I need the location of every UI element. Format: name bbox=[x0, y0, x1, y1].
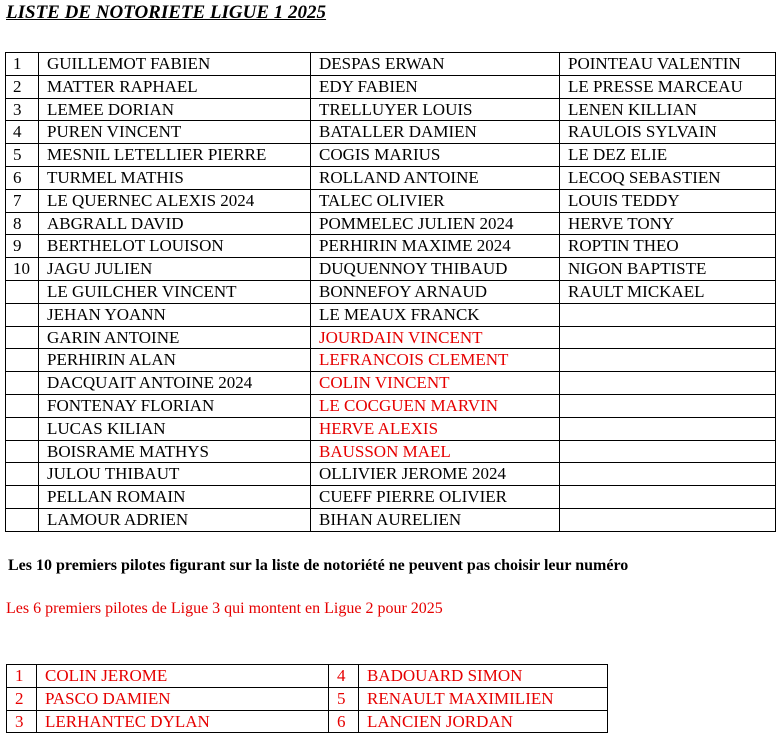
driver-name: OLLIVIER JEROME 2024 bbox=[311, 463, 560, 486]
table-row bbox=[6, 508, 776, 531]
ligue3-table bbox=[6, 664, 608, 733]
row-number bbox=[6, 440, 39, 463]
row-number: 6 bbox=[329, 710, 359, 733]
driver-name: LOUIS TEDDY bbox=[560, 189, 776, 212]
driver-name: LEMEE DORIAN bbox=[39, 98, 311, 121]
row-number: 9 bbox=[6, 235, 39, 258]
driver-name: BADOUARD SIMON bbox=[359, 665, 608, 688]
driver-name: LEFRANCOIS CLEMENT bbox=[311, 349, 560, 372]
row-number bbox=[6, 463, 39, 486]
driver-name: PERHIRIN MAXIME 2024 bbox=[311, 235, 560, 258]
driver-name: EDY FABIEN bbox=[311, 75, 560, 98]
driver-name: LE PRESSE MARCEAU bbox=[560, 75, 776, 98]
table-row bbox=[7, 710, 608, 733]
table-row bbox=[6, 486, 776, 509]
ligue3-table-body bbox=[7, 665, 608, 733]
driver-name: CUEFF PIERRE OLIVIER bbox=[311, 486, 560, 509]
row-number bbox=[6, 508, 39, 531]
driver-name: LERHANTEC DYLAN bbox=[37, 710, 329, 733]
driver-name bbox=[560, 440, 776, 463]
driver-name bbox=[560, 349, 776, 372]
driver-name: LE DEZ ELIE bbox=[560, 144, 776, 167]
driver-name: HERVE TONY bbox=[560, 212, 776, 235]
driver-name: LECOQ SEBASTIEN bbox=[560, 166, 776, 189]
driver-name: PELLAN ROMAIN bbox=[39, 486, 311, 509]
driver-name: TURMEL MATHIS bbox=[39, 166, 311, 189]
table-row bbox=[7, 665, 608, 688]
driver-name bbox=[560, 394, 776, 417]
table-row bbox=[6, 326, 776, 349]
driver-name bbox=[560, 303, 776, 326]
row-number: 3 bbox=[7, 710, 37, 733]
row-number bbox=[6, 372, 39, 395]
driver-name: LENEN KILLIAN bbox=[560, 98, 776, 121]
row-number: 4 bbox=[6, 121, 39, 144]
driver-name: LE MEAUX FRANCK bbox=[311, 303, 560, 326]
driver-name: DACQUAIT ANTOINE 2024 bbox=[39, 372, 311, 395]
row-number bbox=[6, 417, 39, 440]
driver-name: BOISRAME MATHYS bbox=[39, 440, 311, 463]
driver-name: DESPAS ERWAN bbox=[311, 53, 560, 76]
note-ligue3: Les 6 premiers pilotes de Ligue 3 qui montent en Ligue 2 pour 2025 bbox=[6, 600, 443, 617]
row-number: 5 bbox=[6, 144, 39, 167]
driver-name: RAULT MICKAEL bbox=[560, 280, 776, 303]
driver-name: BERTHELOT LOUISON bbox=[39, 235, 311, 258]
driver-name: NIGON BAPTISTE bbox=[560, 258, 776, 281]
row-number: 1 bbox=[6, 53, 39, 76]
table-row bbox=[6, 121, 776, 144]
driver-name: COGIS MARIUS bbox=[311, 144, 560, 167]
driver-name: LE QUERNEC ALEXIS 2024 bbox=[39, 189, 311, 212]
note-first-ten: Les 10 premiers pilotes figurant sur la liste de notoriété ne peuvent pas choisir leur numéro bbox=[8, 557, 629, 574]
row-number bbox=[6, 486, 39, 509]
driver-name: RAULOIS SYLVAIN bbox=[560, 121, 776, 144]
table-row bbox=[6, 303, 776, 326]
table-row bbox=[6, 372, 776, 395]
driver-name: TALEC OLIVIER bbox=[311, 189, 560, 212]
driver-name: LAMOUR ADRIEN bbox=[39, 508, 311, 531]
row-number: 5 bbox=[329, 687, 359, 710]
table-row bbox=[6, 349, 776, 372]
table-row bbox=[6, 258, 776, 281]
driver-name: PUREN VINCENT bbox=[39, 121, 311, 144]
row-number: 3 bbox=[6, 98, 39, 121]
driver-name: JEHAN YOANN bbox=[39, 303, 311, 326]
row-number bbox=[6, 326, 39, 349]
driver-name: JAGU JULIEN bbox=[39, 258, 311, 281]
driver-name: GARIN ANTOINE bbox=[39, 326, 311, 349]
driver-name: LUCAS KILIAN bbox=[39, 417, 311, 440]
driver-name: COLIN VINCENT bbox=[311, 372, 560, 395]
table-row bbox=[6, 75, 776, 98]
driver-name: LE GUILCHER VINCENT bbox=[39, 280, 311, 303]
driver-name: BIHAN AURELIEN bbox=[311, 508, 560, 531]
notoriety-table bbox=[5, 52, 776, 532]
table-row bbox=[6, 212, 776, 235]
driver-name: ABGRALL DAVID bbox=[39, 212, 311, 235]
driver-name bbox=[560, 463, 776, 486]
driver-name: BAUSSON MAEL bbox=[311, 440, 560, 463]
table-row bbox=[6, 189, 776, 212]
table-row bbox=[6, 417, 776, 440]
driver-name: RENAULT MAXIMILIEN bbox=[359, 687, 608, 710]
row-number bbox=[6, 349, 39, 372]
driver-name: BONNEFOY ARNAUD bbox=[311, 280, 560, 303]
row-number bbox=[6, 394, 39, 417]
driver-name: BATALLER DAMIEN bbox=[311, 121, 560, 144]
row-number: 10 bbox=[6, 258, 39, 281]
driver-name: MATTER RAPHAEL bbox=[39, 75, 311, 98]
driver-name: LANCIEN JORDAN bbox=[359, 710, 608, 733]
row-number: 2 bbox=[6, 75, 39, 98]
table-row bbox=[6, 440, 776, 463]
table-row bbox=[6, 144, 776, 167]
row-number: 6 bbox=[6, 166, 39, 189]
driver-name bbox=[560, 508, 776, 531]
table-row bbox=[6, 463, 776, 486]
row-number: 2 bbox=[7, 687, 37, 710]
driver-name: PERHIRIN ALAN bbox=[39, 349, 311, 372]
driver-name: TRELLUYER LOUIS bbox=[311, 98, 560, 121]
driver-name: DUQUENNOY THIBAUD bbox=[311, 258, 560, 281]
driver-name: MESNIL LETELLIER PIERRE bbox=[39, 144, 311, 167]
table-row bbox=[6, 235, 776, 258]
driver-name: LE COCGUEN MARVIN bbox=[311, 394, 560, 417]
row-number: 1 bbox=[7, 665, 37, 688]
row-number: 7 bbox=[6, 189, 39, 212]
driver-name: ROLLAND ANTOINE bbox=[311, 166, 560, 189]
driver-name bbox=[560, 417, 776, 440]
driver-name bbox=[560, 486, 776, 509]
driver-name: COLIN JEROME bbox=[37, 665, 329, 688]
driver-name bbox=[560, 326, 776, 349]
row-number bbox=[6, 280, 39, 303]
driver-name: JOURDAIN VINCENT bbox=[311, 326, 560, 349]
page-title: LISTE DE NOTORIETE LIGUE 1 2025 bbox=[6, 2, 327, 23]
driver-name: ROPTIN THEO bbox=[560, 235, 776, 258]
driver-name: GUILLEMOT FABIEN bbox=[39, 53, 311, 76]
notoriety-table-body bbox=[6, 53, 776, 532]
table-row bbox=[7, 687, 608, 710]
driver-name: POMMELEC JULIEN 2024 bbox=[311, 212, 560, 235]
table-row bbox=[6, 280, 776, 303]
row-number bbox=[6, 303, 39, 326]
table-row bbox=[6, 53, 776, 76]
table-row bbox=[6, 166, 776, 189]
driver-name: FONTENAY FLORIAN bbox=[39, 394, 311, 417]
driver-name: POINTEAU VALENTIN bbox=[560, 53, 776, 76]
driver-name: PASCO DAMIEN bbox=[37, 687, 329, 710]
table-row bbox=[6, 98, 776, 121]
driver-name: JULOU THIBAUT bbox=[39, 463, 311, 486]
driver-name: HERVE ALEXIS bbox=[311, 417, 560, 440]
row-number: 8 bbox=[6, 212, 39, 235]
row-number: 4 bbox=[329, 665, 359, 688]
table-row bbox=[6, 394, 776, 417]
driver-name bbox=[560, 372, 776, 395]
